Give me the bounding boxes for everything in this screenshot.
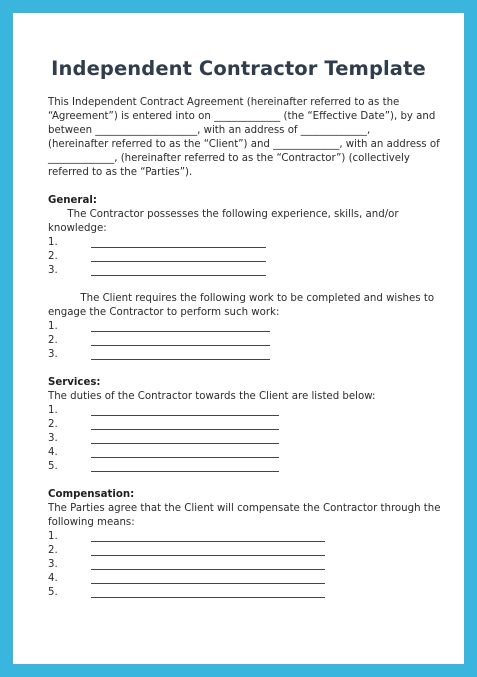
list-number: 5. — [48, 587, 58, 598]
list-number: 3. — [48, 433, 58, 444]
list-number: 1. — [48, 321, 58, 332]
general-heading: General: — [48, 195, 97, 206]
intro-line: “Agreement”) is entered into on _____________ (the “Effective Date”), by and — [48, 111, 436, 122]
list-number: 1. — [48, 405, 58, 416]
list-number: 4. — [48, 447, 58, 458]
intro-line: (hereinafter referred to as the “Client”) and _____________, with an address of — [48, 139, 440, 150]
list-number: 4. — [48, 573, 58, 584]
intro-line: _____________, (hereinafter referred to as the “Contractor”) (collectively — [48, 153, 410, 164]
list-number: 1. — [48, 237, 58, 248]
blank-line[interactable] — [91, 457, 279, 458]
blank-line[interactable] — [91, 331, 270, 332]
services-text: The duties of the Contractor towards the Client are listed below: — [48, 391, 376, 402]
list-number: 2. — [48, 419, 58, 430]
list-number: 2. — [48, 335, 58, 346]
list-number: 3. — [48, 559, 58, 570]
list-number: 5. — [48, 461, 58, 472]
blank-line[interactable] — [91, 345, 270, 346]
intro-line: between ____________________, with an address of _____________, — [48, 125, 371, 136]
blank-line[interactable] — [91, 541, 325, 542]
list-number: 3. — [48, 265, 58, 276]
document-title: Independent Contractor Template — [51, 57, 426, 80]
list-number: 2. — [48, 251, 58, 262]
blank-line[interactable] — [91, 429, 279, 430]
blank-line[interactable] — [91, 583, 325, 584]
list-number: 3. — [48, 349, 58, 360]
blank-line[interactable] — [91, 443, 279, 444]
intro-line: This Independent Contract Agreement (hereinafter referred to as the — [48, 97, 400, 108]
blank-line[interactable] — [91, 471, 279, 472]
list-number: 2. — [48, 545, 58, 556]
general-text: knowledge: — [48, 223, 107, 234]
blank-line[interactable] — [91, 597, 325, 598]
compensation-heading: Compensation: — [48, 489, 135, 500]
intro-line: referred to as the “Parties”). — [48, 167, 193, 178]
compensation-text: following means: — [48, 517, 135, 528]
blank-line[interactable] — [91, 415, 279, 416]
services-heading: Services: — [48, 377, 101, 388]
blank-line[interactable] — [91, 261, 266, 262]
blank-line[interactable] — [91, 555, 325, 556]
blank-line[interactable] — [91, 569, 325, 570]
blank-line[interactable] — [91, 247, 266, 248]
blank-line[interactable] — [91, 359, 270, 360]
client-text: The Client requires the following work to be completed and wishes to — [48, 293, 435, 304]
client-text: engage the Contractor to perform such work: — [48, 307, 280, 318]
blank-line[interactable] — [91, 275, 266, 276]
compensation-text: The Parties agree that the Client will compensate the Contractor through the — [48, 503, 441, 514]
list-number: 1. — [48, 531, 58, 542]
general-text: The Contractor possesses the following experience, skills, and/or — [48, 209, 399, 220]
